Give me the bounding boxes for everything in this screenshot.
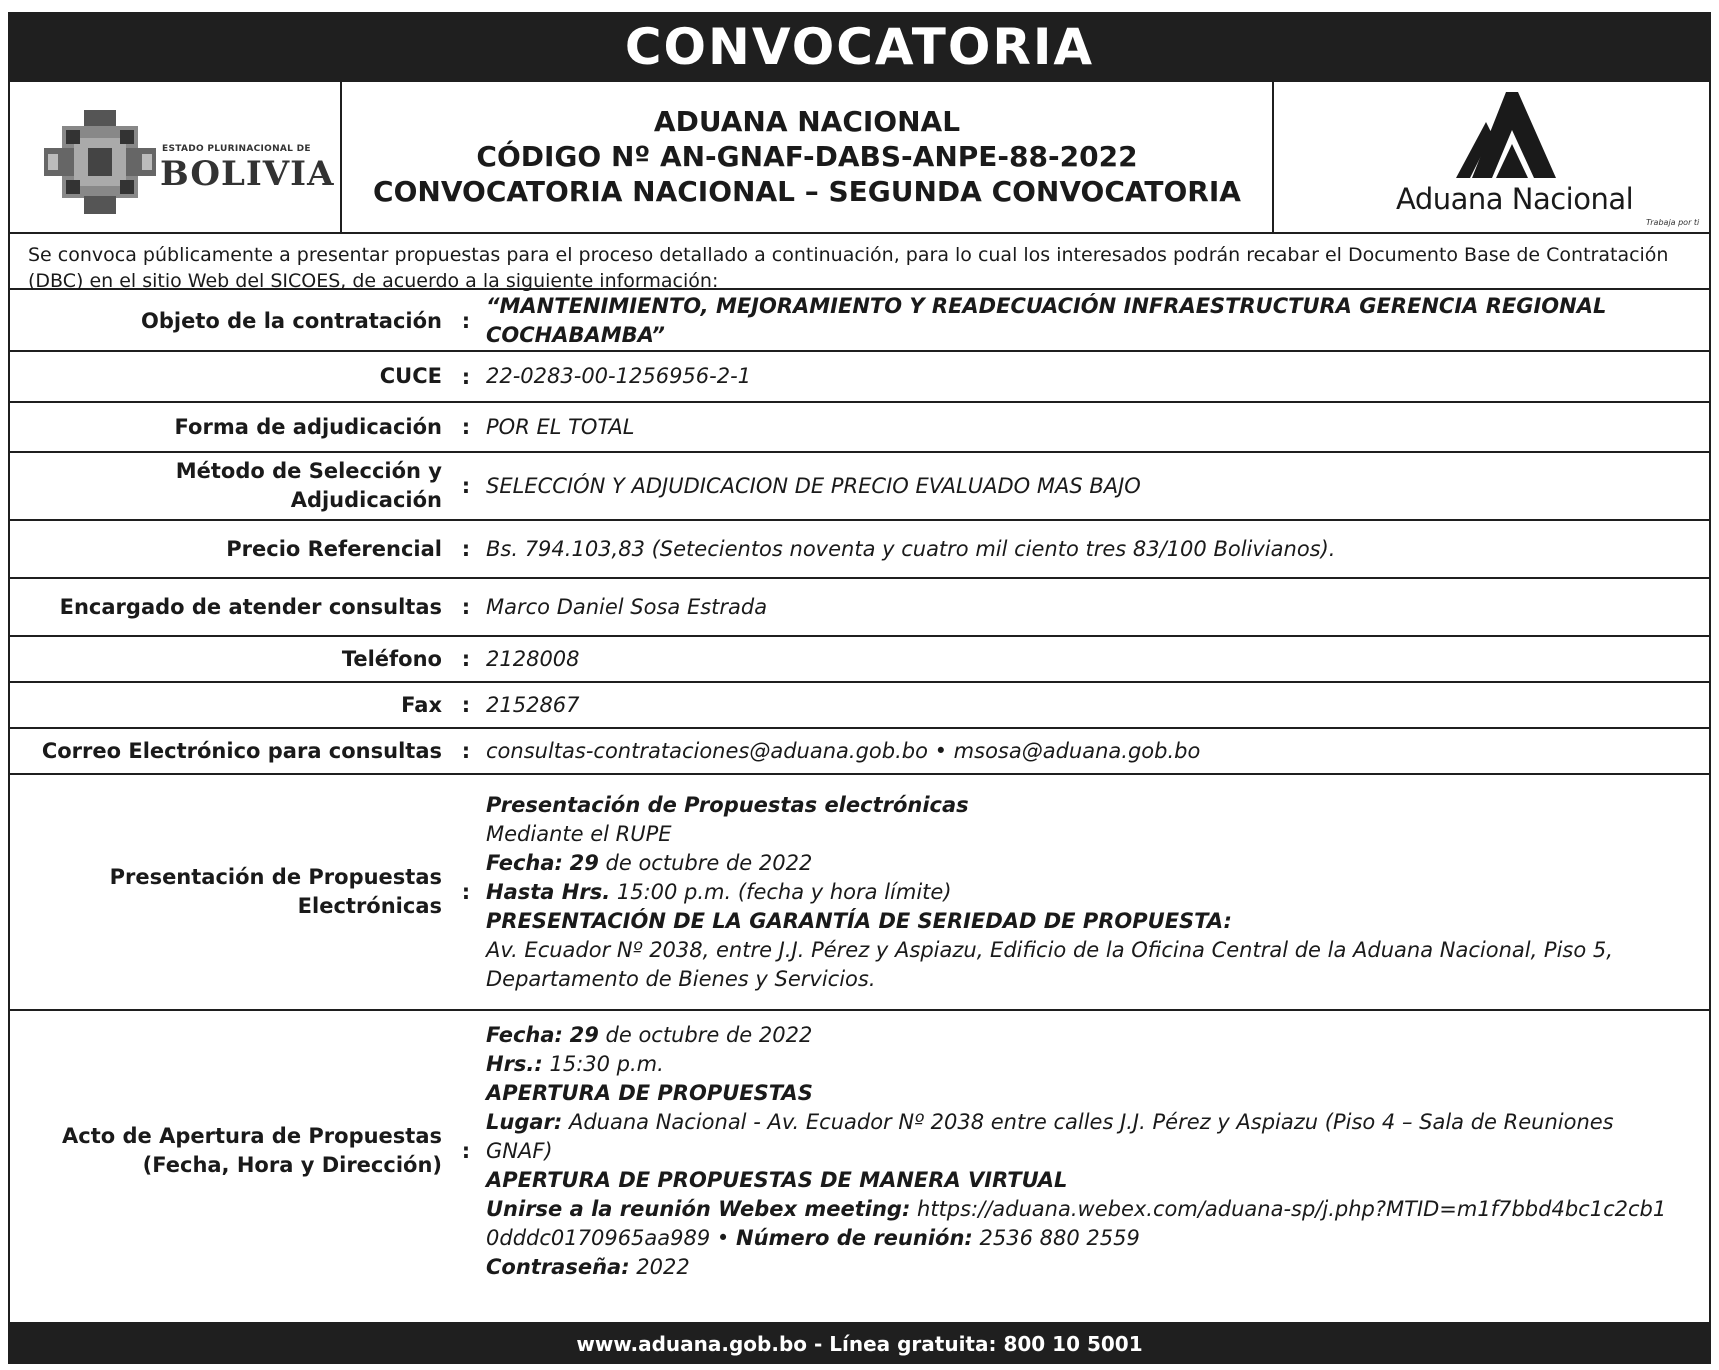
row-value: [486, 791, 1709, 994]
row-value: “MANTENIMIENTO, MEJORAMIENTO Y READECUACIÓN INFRAESTRUCTURA GERENCIA REGIONAL COCHABAMBA”: [486, 294, 1607, 347]
intro-paragraph: Se convoca públicamente a presentar propuestas para el proceso detallado a continuación, para lo cual los interesados podrán recabar el Documento Base de Contratación (DBC) en el sitio Web del SICOES, de acuerdo a la siguiente información:: [10, 234, 1709, 290]
apertura-heading: APERTURA DE PROPUESTAS: [486, 1080, 813, 1105]
row-cuce: [10, 352, 1709, 403]
apertura-password: Contraseña: 2022: [486, 1254, 690, 1279]
row-presentacion: [10, 775, 1709, 1011]
row-label: Encargado de atender consultas: [59, 594, 442, 619]
row-value: 2128008: [486, 646, 580, 671]
apertura-webex: Unirse a la reunión Webex meeting: https://aduana.webex.com/aduana-sp/j.php?MTID=m1f7bbd4bc1c2cb10dddc0170965aa989 • Número de reunión: 2536 880 2559: [486, 1196, 1667, 1250]
apertura-virtual-heading: APERTURA DE PROPUESTAS DE MANERA VIRTUAL: [486, 1167, 1068, 1192]
row-fax: [10, 683, 1709, 729]
row-value: [486, 1021, 1709, 1282]
row-colon: :: [461, 537, 471, 561]
row-label: Forma de adjudicación: [174, 414, 442, 439]
aduana-tagline: Trabaja por ti: [1646, 218, 1700, 227]
row-label: Objeto de la contratación: [141, 308, 442, 333]
row-correo: [10, 729, 1709, 775]
garantia-heading: PRESENTACIÓN DE LA GARANTÍA DE SERIEDAD DE PROPUESTA:: [486, 908, 1232, 933]
row-colon: :: [461, 474, 471, 498]
row-value: Bs. 794.103,83 (Setecientos noventa y cuatro mil ciento tres 83/100 Bolivianos).: [486, 536, 1336, 561]
banner-title: CONVOCATORIA: [8, 12, 1711, 82]
row-label-line: Electrónicas: [297, 894, 442, 918]
row-colon: :: [461, 309, 471, 333]
footer-bar: www.aduana.gob.bo - Línea gratuita: 800 10 5001: [8, 1324, 1711, 1364]
row-colon: :: [461, 1139, 471, 1163]
row-label-line: Adjudicación: [290, 488, 442, 512]
announcement-sheet: [8, 12, 1711, 1364]
presentacion-hasta: Hasta Hrs. 15:00 p.m. (fecha y hora límite): [486, 879, 952, 904]
row-label-line: Acto de Apertura de Propuestas: [62, 1124, 442, 1148]
row-label-line: Presentación de Propuestas: [109, 865, 442, 889]
webex-link[interactable]: https://aduana.webex.com/aduana-sp/j.php?MTID=m1f7bbd4bc1c2cb10dddc0170965aa989: [486, 1196, 1667, 1250]
aduana-name: Aduana Nacional: [1396, 182, 1634, 216]
row-label-line: Método de Selección y: [175, 459, 442, 483]
apertura-lugar: Lugar: Aduana Nacional - Av. Ecuador Nº 2038 entre calles J.J. Pérez y Aspiazu (Piso 4 – Sala de Reuniones GNAF): [486, 1109, 1614, 1163]
row-objeto: [10, 292, 1709, 352]
row-label: [10, 863, 446, 921]
row-label: CUCE: [379, 364, 442, 388]
row-apertura: [10, 1011, 1709, 1291]
row-forma: [10, 403, 1709, 453]
row-encargado: [10, 579, 1709, 637]
presentacion-heading: Presentación de Propuestas electrónicas: [486, 792, 969, 817]
row-label: [10, 457, 446, 515]
details-table: [10, 292, 1709, 1291]
row-value: 2152867: [486, 692, 580, 717]
row-label: Precio Referencial: [226, 536, 442, 561]
row-label-line: (Fecha, Hora y Dirección): [142, 1153, 442, 1177]
row-colon: :: [461, 364, 471, 389]
row-value: SELECCIÓN Y ADJUDICACION DE PRECIO EVALUADO MAS BAJO: [486, 473, 1141, 498]
row-value: consultas-contrataciones@aduana.gob.bo • msosa@aduana.gob.bo: [486, 738, 1201, 763]
header-line-agency: ADUANA NACIONAL: [653, 105, 961, 138]
row-colon: :: [461, 693, 471, 717]
row-telefono: [10, 637, 1709, 683]
bolivia-subtitle: ESTADO PLURINACIONAL DE: [162, 144, 311, 154]
announcement-frame: [8, 82, 1711, 1324]
row-label: Teléfono: [341, 646, 442, 671]
row-label: [10, 1122, 446, 1180]
header-line-code: CÓDIGO Nº AN-GNAF-DABS-ANPE-88-2022: [476, 140, 1138, 173]
row-value: 22-0283-00-1256956-2-1: [486, 364, 752, 388]
garantia-address: Av. Ecuador Nº 2038, entre J.J. Pérez y Aspiazu, Edificio de la Oficina Central de la Aduana Nacional, Piso 5, Departamento de Bienes y Servicios.: [486, 937, 1613, 991]
bolivia-seal-icon: [44, 110, 156, 214]
row-value: Marco Daniel Sosa Estrada: [486, 594, 768, 619]
row-precio: [10, 521, 1709, 579]
apertura-fecha: Fecha: 29 de octubre de 2022: [486, 1022, 813, 1047]
row-colon: :: [461, 647, 471, 671]
bolivia-logo: [10, 82, 342, 232]
presentacion-rupe: Mediante el RUPE: [486, 821, 672, 846]
bolivia-name: BOLIVIA: [160, 154, 335, 194]
row-label: Correo Electrónico para consultas: [41, 738, 442, 763]
header-title-block: [342, 82, 1274, 232]
row-colon: :: [461, 739, 471, 763]
row-colon: :: [461, 415, 471, 439]
row-colon: :: [461, 880, 471, 904]
header-line-call: CONVOCATORIA NACIONAL – SEGUNDA CONVOCATORIA: [373, 175, 1241, 208]
apertura-hrs: Hrs.: 15:30 p.m.: [486, 1051, 664, 1076]
row-colon: :: [461, 595, 471, 619]
aduana-logo: [1276, 82, 1709, 232]
header: [10, 82, 1709, 234]
row-metodo: [10, 453, 1709, 521]
row-value: POR EL TOTAL: [486, 414, 635, 439]
aduana-mountain-icon: [1456, 92, 1556, 184]
presentacion-fecha: Fecha: 29 de octubre de 2022: [486, 850, 813, 875]
row-label: Fax: [401, 692, 442, 717]
